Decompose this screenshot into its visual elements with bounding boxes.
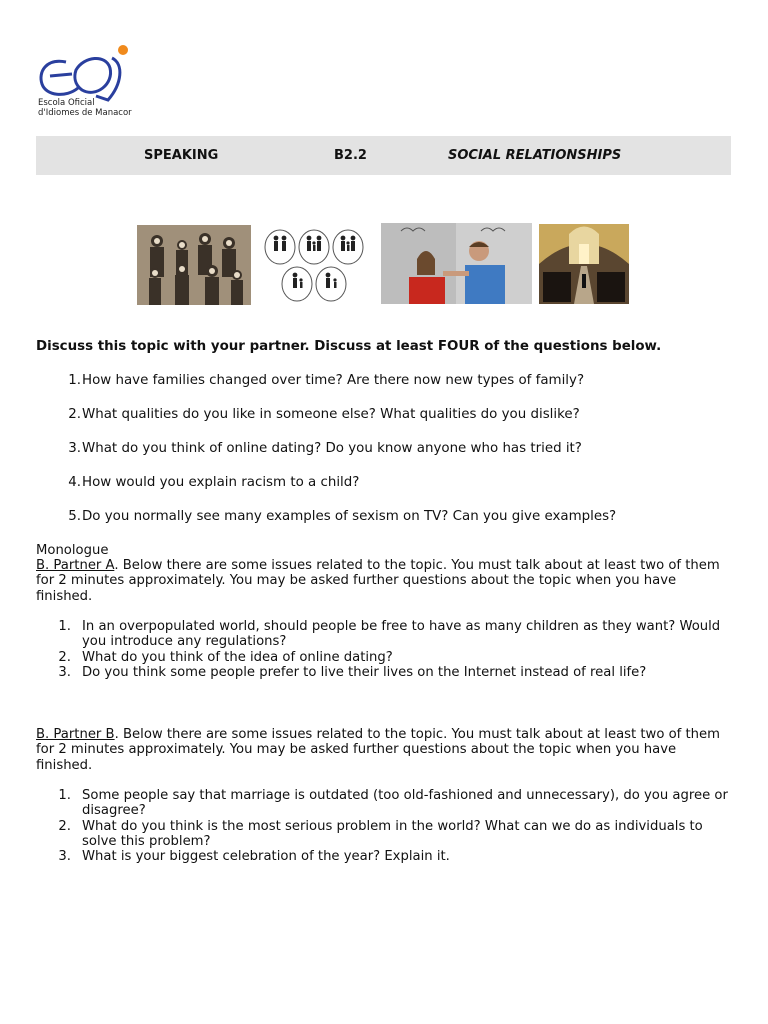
question-number: 3. <box>68 441 81 456</box>
question-number: 4. <box>68 475 81 490</box>
old-family-photo <box>137 225 251 305</box>
item-number: 1. <box>58 619 71 634</box>
question-text: What qualities do you like in someone else? What qualities do you dislike? <box>82 407 580 422</box>
logo-text <box>38 98 132 118</box>
header-topic: SOCIAL RELATIONSHIPS <box>448 148 622 163</box>
question-text: How would you explain racism to a child? <box>82 475 360 490</box>
list-item <box>36 788 730 819</box>
item-text: What do you think is the most serious problem in the world? What can we do as individuals to solve this problem? <box>82 818 703 849</box>
question-text: Do you normally see many examples of sexism on TV? Can you give examples? <box>82 509 617 524</box>
item-number: 3. <box>58 849 71 865</box>
partner-a-paragraph <box>36 558 736 604</box>
partner-b-text: . Below there are some issues related to the topic. You must talk about at least two of them for 2 minutes approximately. You may be asked further questions about the topic when you have finished. <box>36 727 720 773</box>
list-item <box>36 407 736 441</box>
logo-text-line2: d'Idiomes de Manacor <box>38 108 132 118</box>
list-item <box>36 441 736 475</box>
discussion-questions <box>36 373 736 543</box>
item-text: In an overpopulated world, should people be free to have as many children as they want? Would you introduce any regulations? <box>82 619 721 650</box>
question-number: 1. <box>68 373 81 388</box>
item-number: 3. <box>58 664 71 680</box>
list-item <box>36 819 730 850</box>
question-number: 5. <box>68 509 81 524</box>
family-types-icons <box>262 228 368 304</box>
list-item <box>36 373 736 407</box>
question-text: What do you think of online dating? Do you know anyone who has tried it? <box>82 441 582 456</box>
list-item <box>36 650 730 665</box>
item-number: 2. <box>58 818 71 834</box>
item-number: 1. <box>58 788 71 803</box>
partner-a-list <box>36 619 730 680</box>
header-level: B2.2 <box>334 148 367 163</box>
partner-b-list <box>36 788 730 864</box>
item-text: What is your biggest celebration of the year? Explain it. <box>82 849 450 865</box>
couple-arguing-photo <box>381 223 532 304</box>
question-number: 2. <box>68 407 81 422</box>
header-speaking: SPEAKING <box>144 148 219 163</box>
partner-a-label: B. Partner A <box>36 558 115 573</box>
item-number: 2. <box>58 649 71 665</box>
header-bar <box>36 136 731 175</box>
monologue-heading: Monologue <box>36 543 109 558</box>
item-text: Some people say that marriage is outdated (too old-fashioned and unnecessary), do you agree or disagree? <box>82 788 728 819</box>
instruction-text: Discuss this topic with your partner. Discuss at least FOUR of the questions below. <box>36 339 662 354</box>
partner-a-text: . Below there are some issues related to the topic. You must talk about at least two of them for 2 minutes approximately. You may be asked further questions about the topic when you have finished. <box>36 558 720 604</box>
church-wedding-photo <box>539 224 629 304</box>
list-item <box>36 509 736 543</box>
partner-b-paragraph <box>36 727 736 773</box>
question-text: How have families changed over time? Are there now new types of family? <box>82 373 585 388</box>
item-text: What do you think of the idea of online dating? <box>82 649 393 665</box>
list-item <box>36 849 730 864</box>
list-item <box>36 619 730 650</box>
list-item <box>36 665 730 680</box>
list-item <box>36 475 736 509</box>
logo-text-line1: Escola Oficial <box>38 98 95 108</box>
partner-b-label: B. Partner B <box>36 727 115 742</box>
item-text: Do you think some people prefer to live their lives on the Internet instead of real life? <box>82 664 647 680</box>
